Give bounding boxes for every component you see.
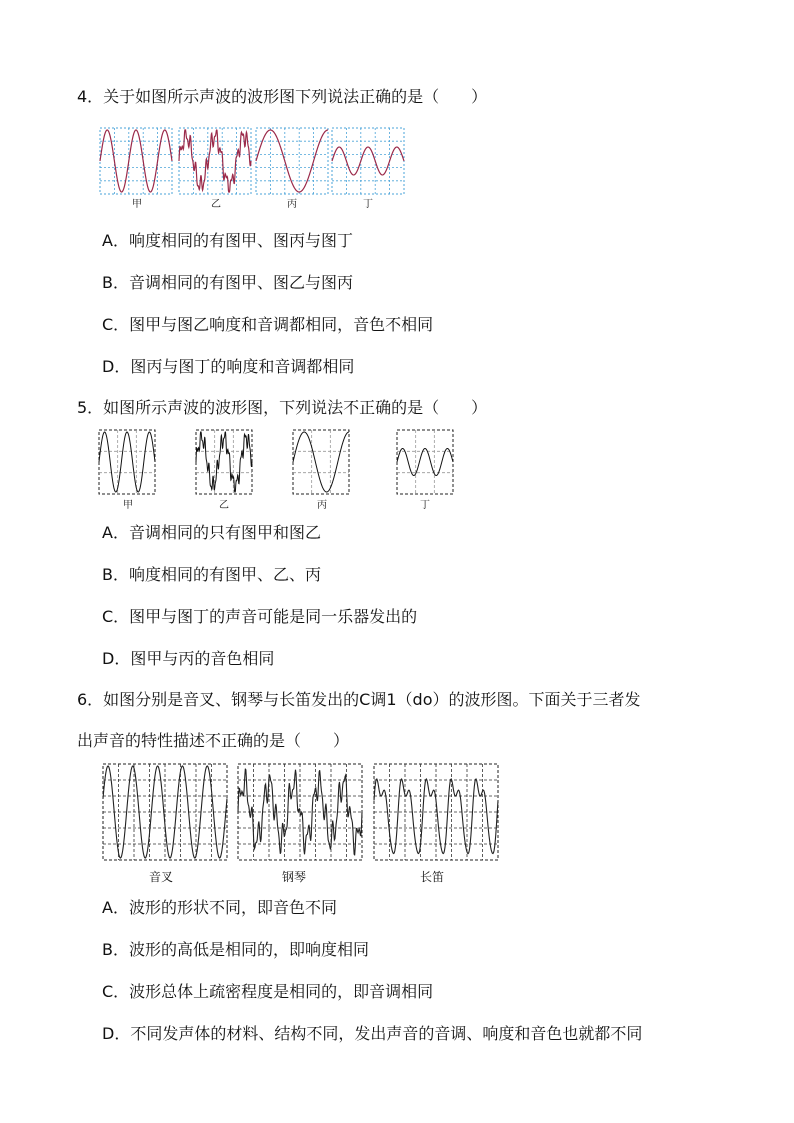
- q5-wave-yi: [196, 430, 252, 494]
- q5-label-yi: 乙: [219, 500, 229, 511]
- q6-waveform-figure: [100, 762, 504, 866]
- q6-option-c: C．波形总体上疏密程度是相同的，即音调相同: [102, 982, 434, 1001]
- q4-option-d: D．图丙与图丁的响度和音调都相同: [102, 357, 355, 376]
- q5-option-b: B．响度相同的有图甲、乙、丙: [102, 565, 321, 584]
- q6-stem-line1: 6．如图分别是音叉、钢琴与长笛发出的C调1（do）的波形图。下面关于三者发: [77, 690, 641, 709]
- q4-label-bing: 丙: [287, 199, 297, 210]
- q4-label-yi: 乙: [211, 199, 221, 210]
- q6-option-d: D．不同发声体的材料、结构不同，发出声音的音调、响度和音色也就都不同: [102, 1024, 643, 1043]
- q5-wave-yi-curve: [196, 432, 252, 492]
- q6-option-a: A．波形的形状不同，即音色不同: [102, 898, 337, 917]
- q5-label-jia: 甲: [123, 500, 133, 511]
- q6-wave-tuning-fork: [103, 764, 227, 860]
- q4-wave-yi-curve: [179, 130, 251, 192]
- q4-wave-jia-curve: [100, 130, 172, 192]
- q6-label-piano: 钢琴: [281, 870, 306, 884]
- q5-wave-ding: [397, 430, 453, 494]
- q4-option-c: C．图甲与图乙响度和音调都相同，音色不相同: [102, 315, 434, 334]
- q5-waveform-figure: [96, 428, 460, 500]
- q5-label-bing: 丙: [317, 500, 327, 511]
- q6-option-b: B．波形的高低是相同的，即响度相同: [102, 940, 369, 959]
- q4-option-b: B．音调相同的有图甲、图乙与图丙: [102, 273, 353, 292]
- q4-wave-bing: [256, 128, 328, 194]
- q4-wave-jia: [100, 128, 172, 194]
- q4-wave-bing-curve: [256, 130, 328, 192]
- q5-stem: 5．如图所示声波的波形图，下列说法不正确的是（ ）: [77, 398, 488, 417]
- q5-wave-bing: [293, 430, 349, 494]
- q5-option-a: A．音调相同的只有图甲和图乙: [102, 523, 321, 542]
- q5-wave-bing-curve: [293, 432, 349, 492]
- q4-wave-ding: [332, 128, 404, 194]
- q6-label-flute: 长笛: [419, 870, 444, 884]
- q6-label-tuning-fork: 音叉: [148, 870, 173, 884]
- q5-wave-jia: [99, 430, 155, 494]
- q4-wave-yi: [179, 128, 251, 194]
- q5-label-ding: 丁: [420, 500, 430, 511]
- q5-wave-jia-curve: [99, 432, 155, 492]
- q6-wave-piano: [238, 764, 362, 860]
- q6-stem-line2: 出声音的特性描述不正确的是（ ）: [77, 731, 350, 750]
- q4-label-jia: 甲: [132, 199, 142, 210]
- q4-stem: 4．关于如图所示声波的波形图下列说法正确的是（ ）: [77, 87, 488, 106]
- q5-option-c: C．图甲与图丁的声音可能是同一乐器发出的: [102, 607, 418, 626]
- q4-waveform-figure: [98, 126, 408, 200]
- q4-wave-ding-curve: [332, 147, 404, 175]
- q4-option-a: A．响度相同的有图甲、图丙与图丁: [102, 231, 353, 250]
- q4-label-ding: 丁: [363, 199, 373, 210]
- q5-option-d: D．图甲与丙的音色相同: [102, 649, 275, 668]
- q6-wave-flute: [374, 764, 498, 860]
- q5-wave-ding-curve: [397, 449, 453, 476]
